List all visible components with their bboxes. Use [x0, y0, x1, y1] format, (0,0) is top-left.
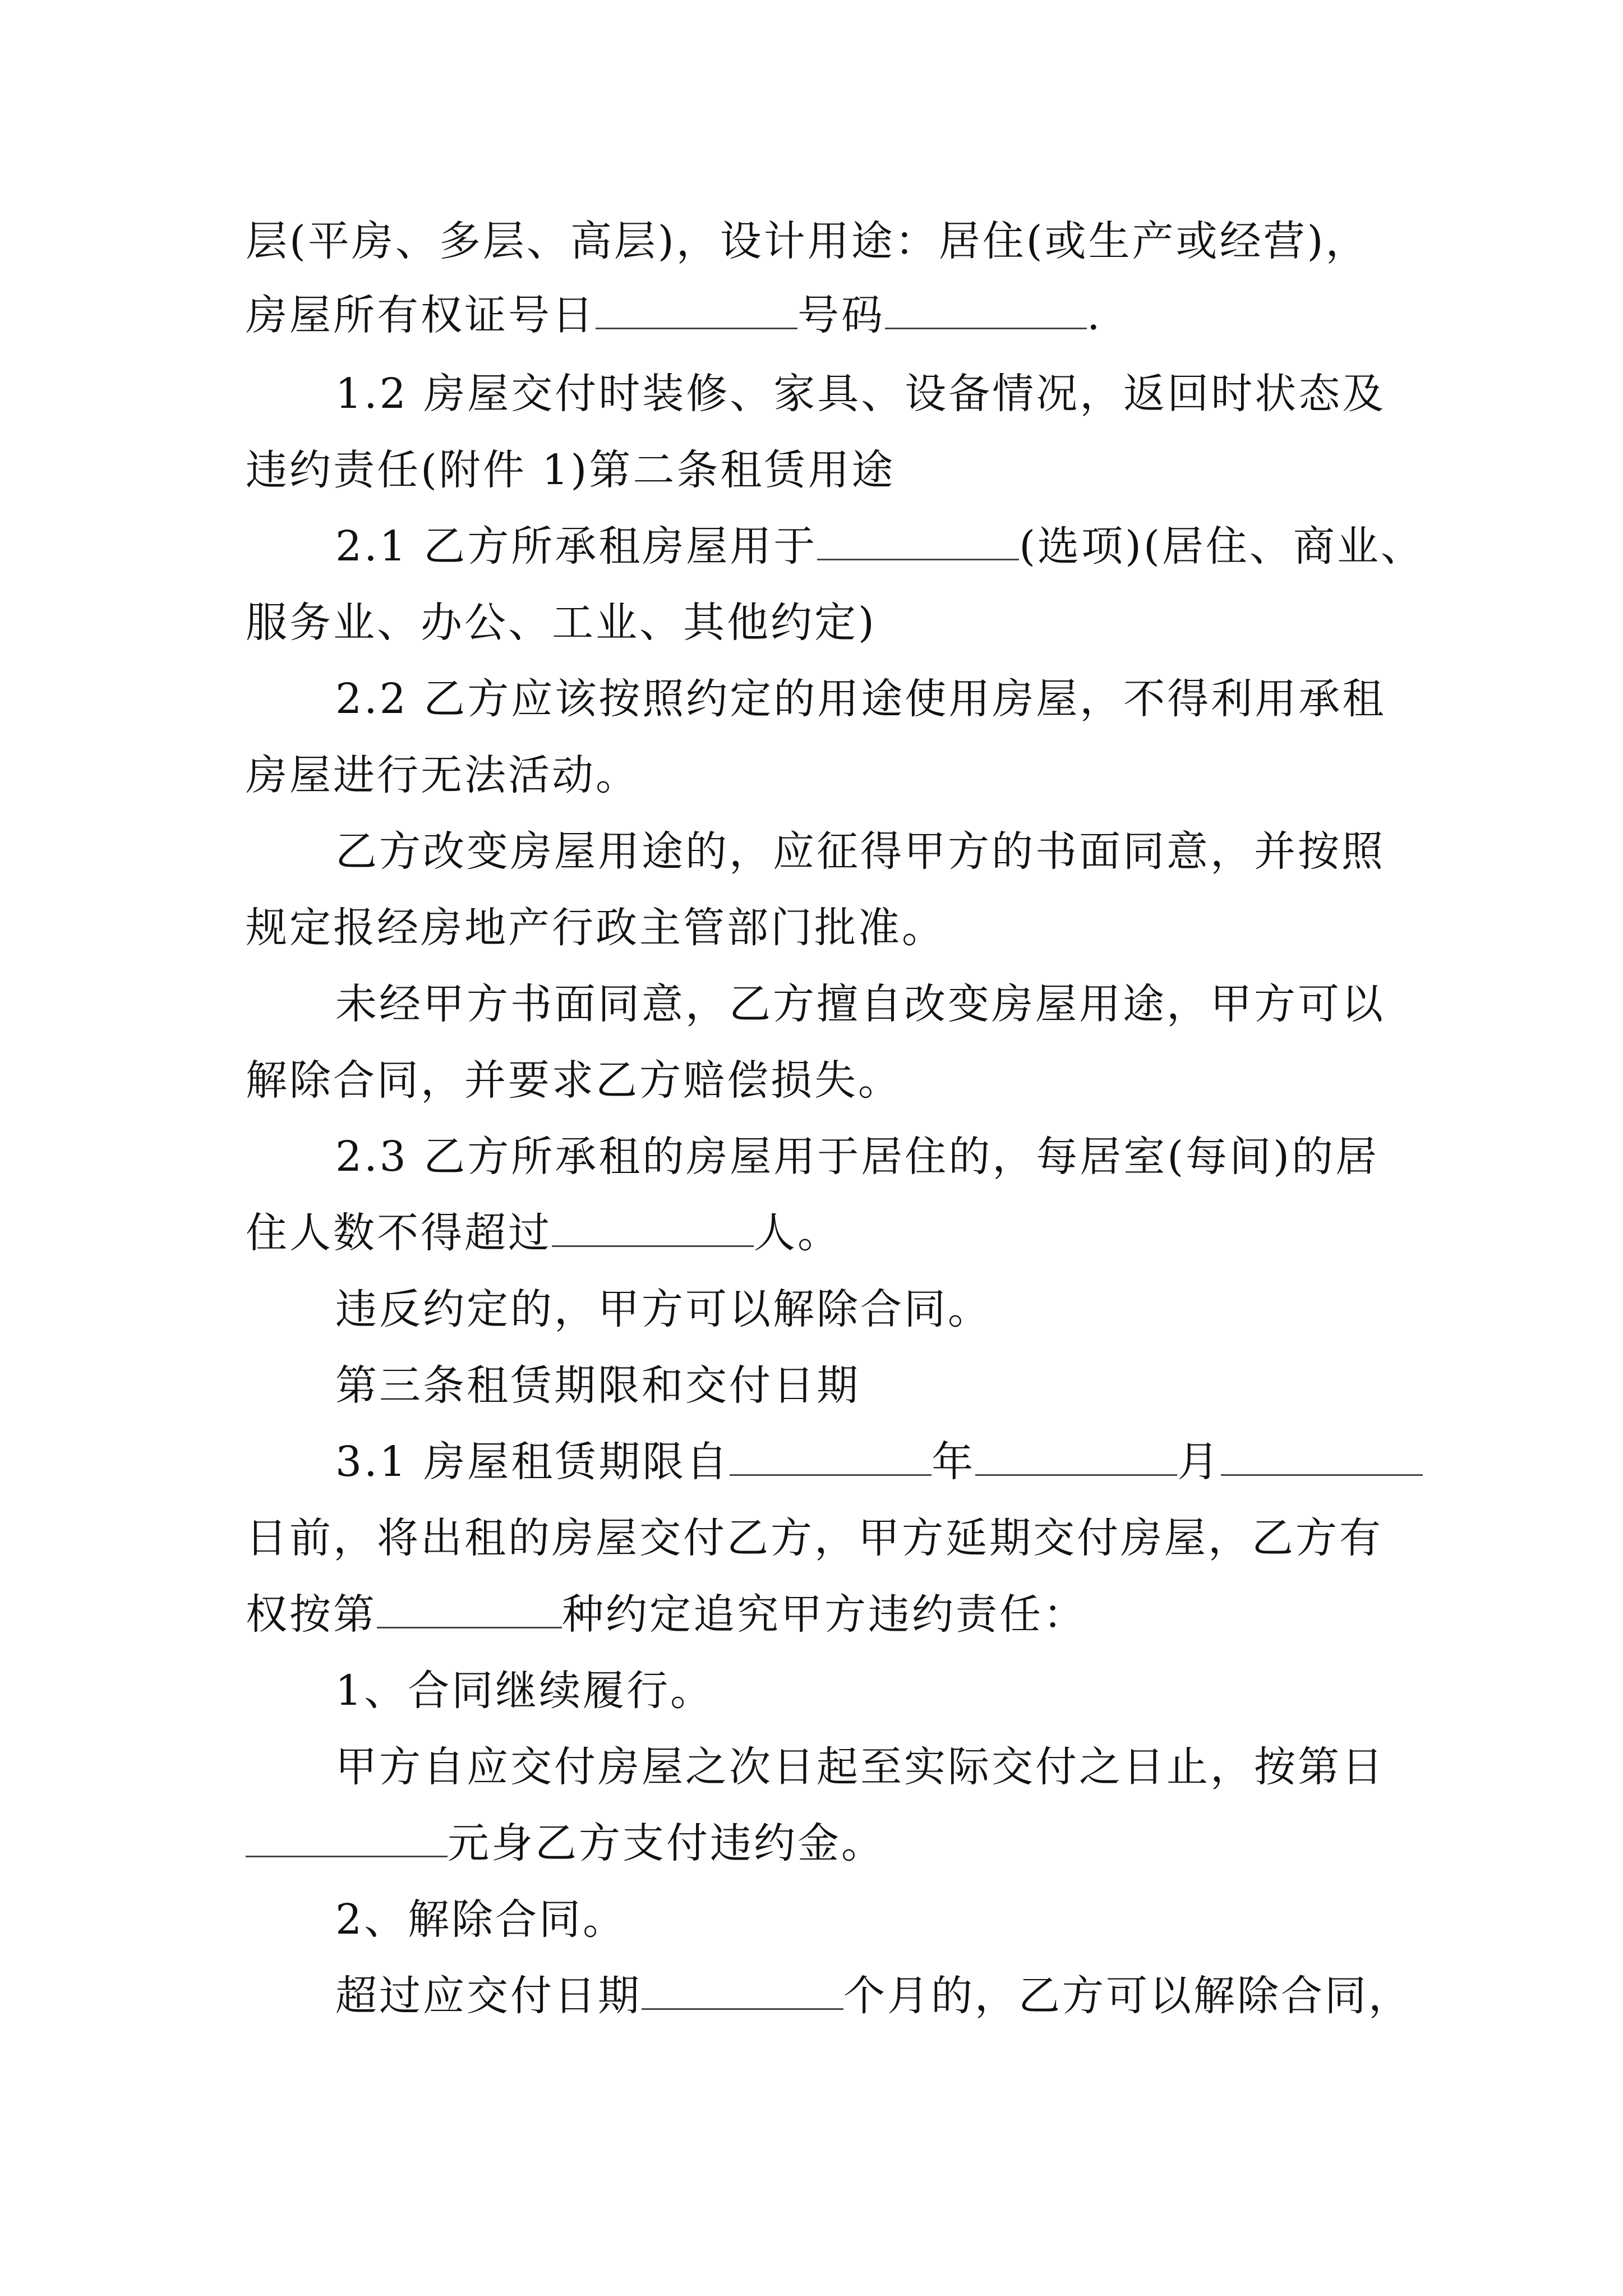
text-line	[335, 366, 1386, 422]
line-text: 个月的，乙方可以解除合同，	[843, 1972, 1412, 2020]
fill-in-blank	[817, 523, 1019, 560]
line-text: 2.2 乙方应该按照约定的用途使用房屋，不得利用承租	[335, 675, 1386, 723]
line-text: 乙方改变房屋用途的，应征得甲方的书面同意，并按照	[335, 827, 1385, 876]
line-text: 房屋进行无法活动。	[246, 751, 639, 799]
text-line	[246, 747, 639, 803]
fill-in-blank	[1221, 1438, 1423, 1476]
line-text: 2.1 乙方所承租房屋用于	[335, 522, 818, 570]
fill-in-blank	[642, 1972, 843, 2010]
text-line	[335, 823, 1385, 880]
fill-in-blank	[377, 1591, 562, 1628]
line-text: 房屋所有权证号日	[246, 291, 596, 339]
text-line	[246, 1052, 902, 1108]
line-text: 月	[1177, 1438, 1221, 1486]
line-text: 超过应交付日期	[335, 1972, 642, 2020]
line-text: 解除合同，并要求乙方赔偿损失。	[246, 1056, 902, 1105]
line-text: (选项)(居住、商业、	[1019, 522, 1424, 570]
line-text: 年	[932, 1438, 976, 1486]
text-line	[246, 1205, 841, 1261]
text-line	[335, 1129, 1379, 1185]
fill-in-blank	[730, 1438, 932, 1476]
section-heading	[335, 1358, 860, 1414]
text-line	[246, 213, 1369, 269]
line-text: 第三条租赁期限和交付日期	[335, 1361, 860, 1410]
fill-in-blank	[596, 292, 797, 329]
text-line	[335, 518, 1424, 574]
line-text: 元身乙方支付违约金。	[448, 1819, 885, 1867]
text-line	[246, 595, 877, 651]
text-line	[246, 442, 895, 498]
fill-in-blank	[246, 1820, 448, 1857]
text-line	[335, 1739, 1385, 1795]
text-line	[335, 1892, 626, 1948]
line-text: 违约责任(附件 1)第二条租赁用途	[246, 446, 896, 494]
line-text: 1.2 房屋交付时装修、家具、设备情况，返回时状态及	[335, 370, 1386, 418]
line-text: 2.3 乙方所承租的房屋用于居住的，每居室(每间)的居	[335, 1133, 1379, 1181]
line-text: 3.1 房屋租赁期限自	[335, 1438, 730, 1486]
line-text: 种约定追究甲方违约责任：	[562, 1590, 1087, 1639]
fill-in-blank	[552, 1209, 754, 1247]
text-line	[335, 1663, 714, 1719]
text-line	[246, 1815, 885, 1871]
line-text: 号码	[797, 291, 885, 339]
text-line	[246, 287, 1103, 343]
text-line	[246, 1586, 1087, 1642]
line-text: 层(平房、多层、高层)，设计用途：居住(或生产或经营)，	[246, 217, 1370, 265]
line-text: 1、合同继续履行。	[335, 1667, 714, 1715]
line-text: 甲方自应交付房屋之次日起至实际交付之日止，按第日	[335, 1743, 1385, 1791]
line-text: 违反约定的，甲方可以解除合同。	[335, 1285, 992, 1333]
line-text: 人。	[754, 1209, 841, 1257]
text-line	[246, 1510, 1383, 1566]
text-line	[335, 671, 1386, 727]
text-line	[335, 1281, 992, 1337]
line-text: 规定报经房地产行政主管部门批准。	[246, 904, 946, 952]
fill-in-blank	[975, 1438, 1177, 1476]
text-line	[246, 900, 946, 956]
fill-in-blank	[885, 292, 1087, 329]
text-line	[335, 1968, 1412, 2024]
line-text: 2、解除合同。	[335, 1895, 627, 1944]
text-line	[335, 1434, 1423, 1490]
text-line	[335, 976, 1385, 1032]
line-text: .	[1087, 291, 1103, 339]
line-text: 日前，将出租的房屋交付乙方，甲方延期交付房屋，乙方有	[246, 1514, 1383, 1562]
line-text: 未经甲方书面同意，乙方擅自改变房屋用途，甲方可以	[335, 980, 1385, 1028]
line-text: 服务业、办公、工业、其他约定)	[246, 599, 877, 647]
line-text: 权按第	[246, 1590, 377, 1639]
line-text: 住人数不得超过	[246, 1209, 552, 1257]
